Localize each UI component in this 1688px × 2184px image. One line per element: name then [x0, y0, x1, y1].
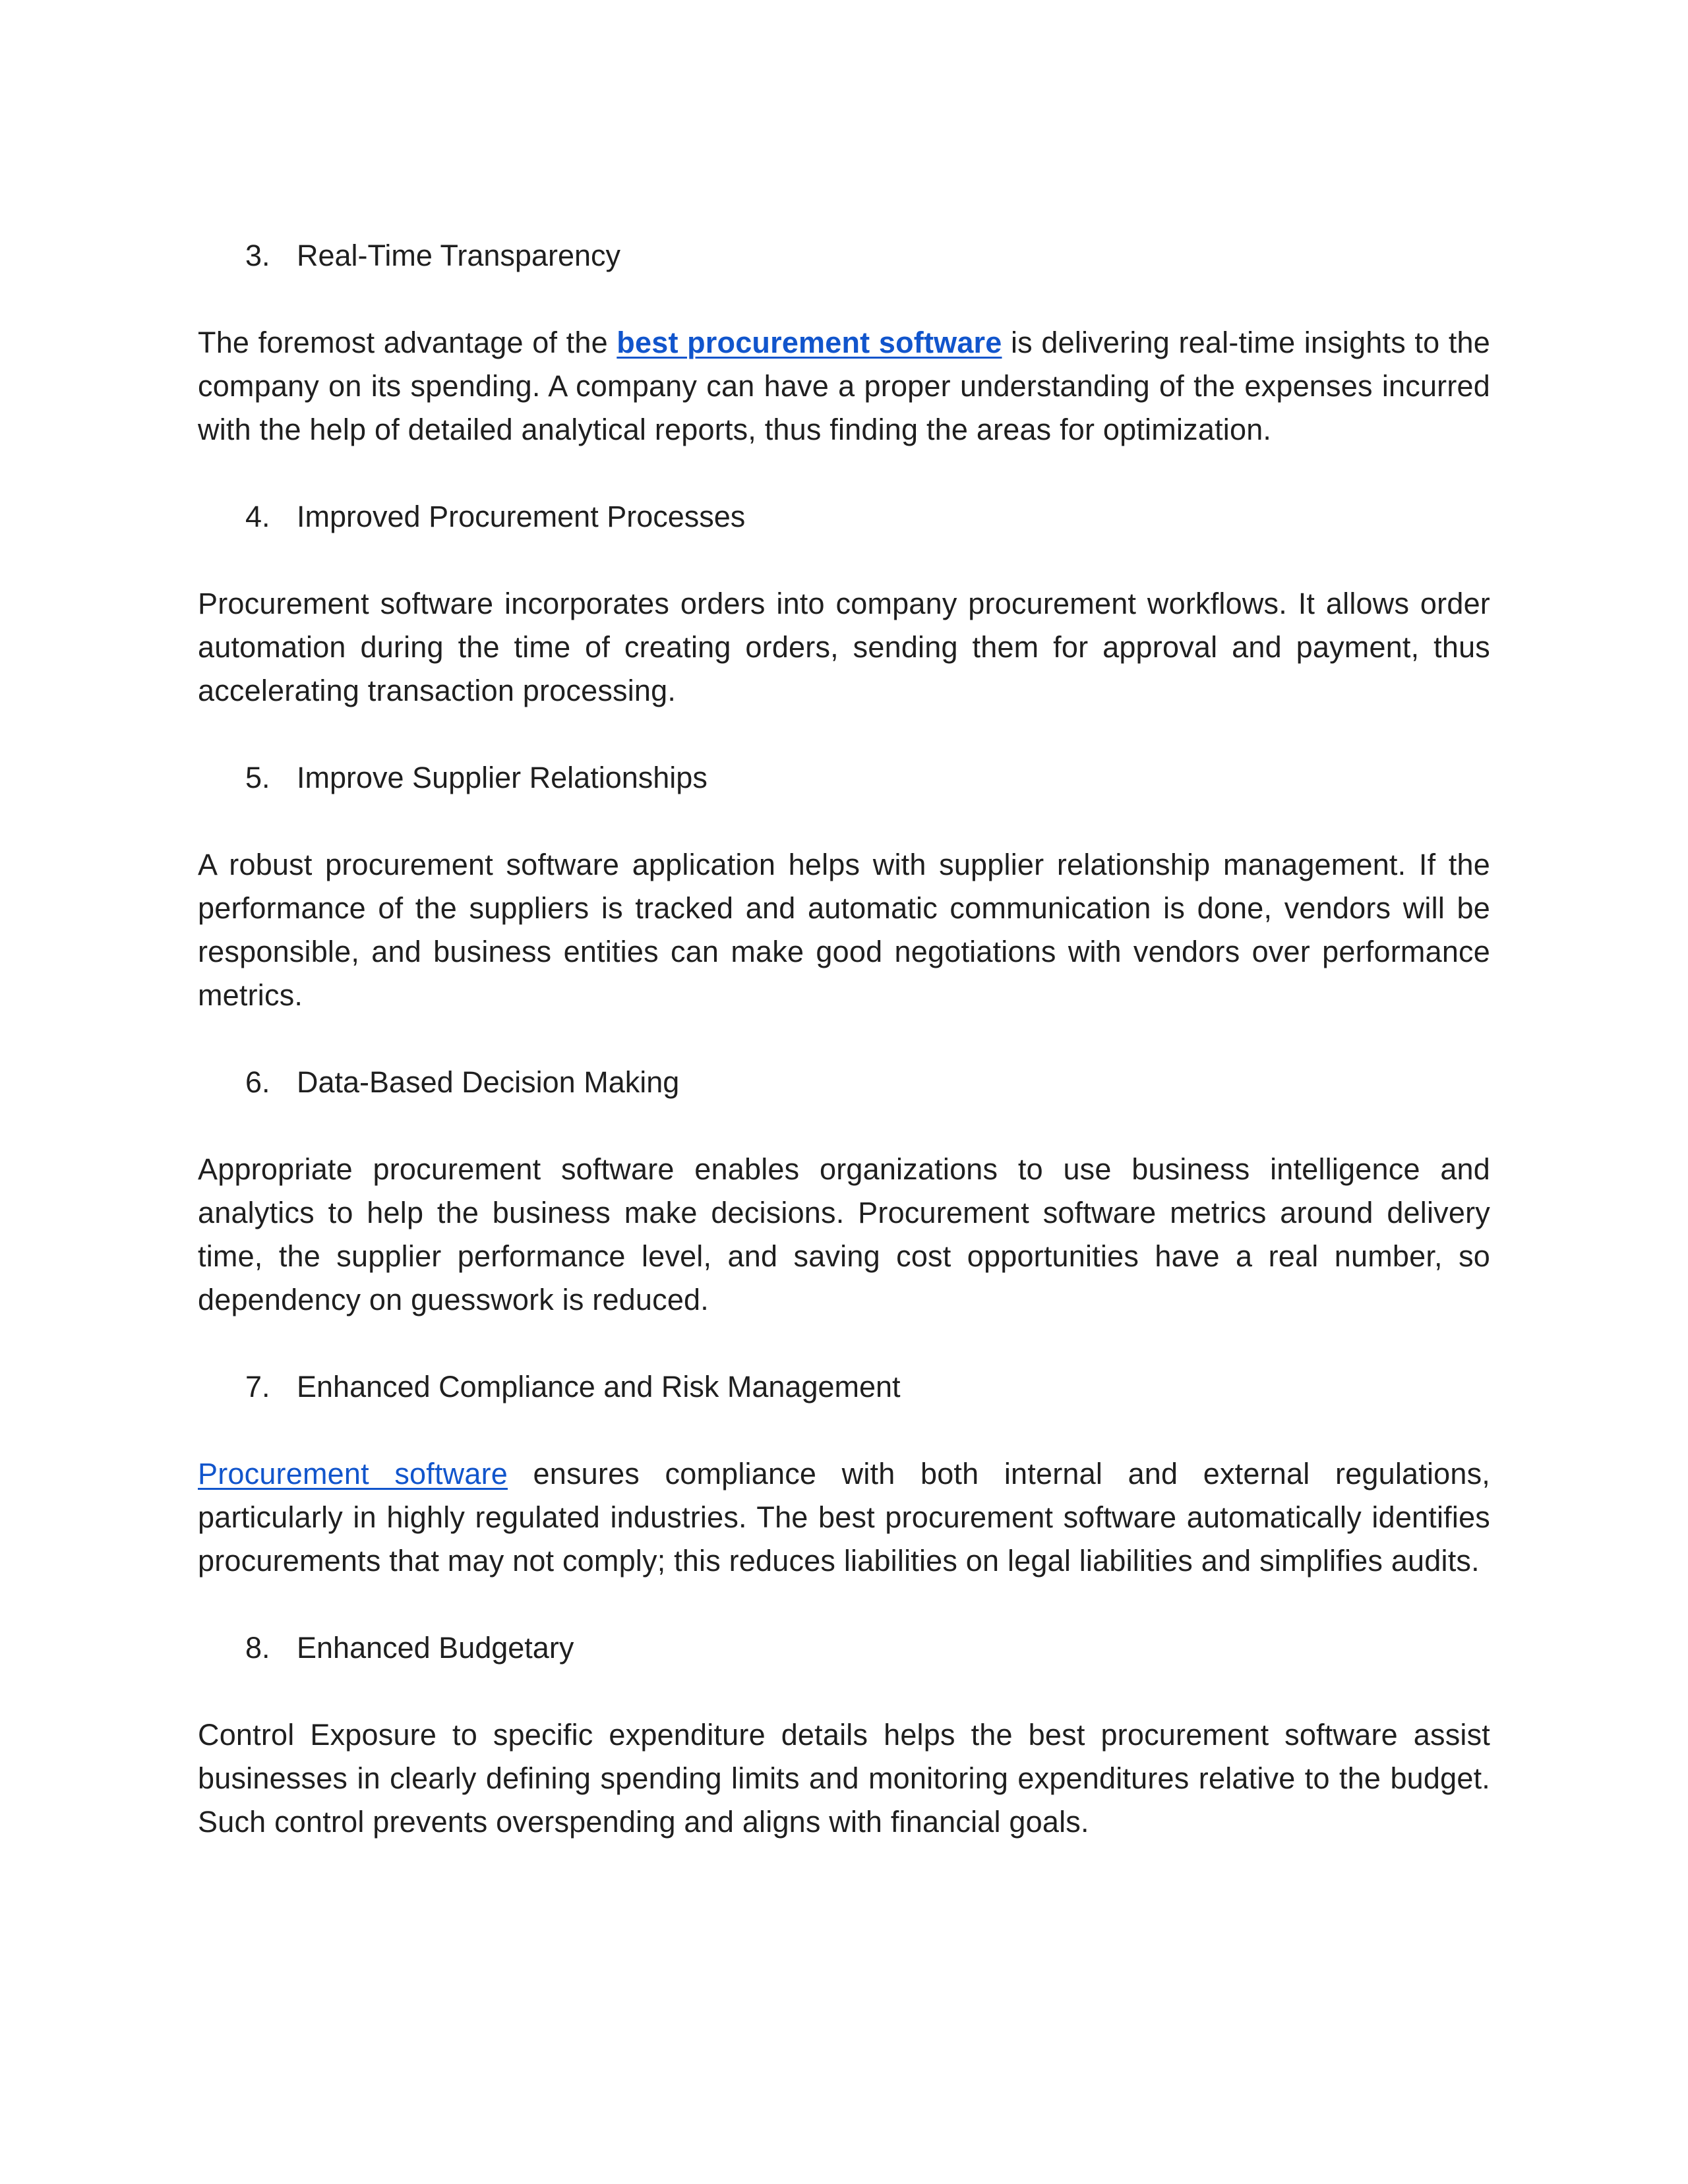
- document-page: [198, 234, 1490, 1887]
- section-real-time-transparency: [198, 234, 1490, 452]
- section-enhanced-budgetary: [198, 1626, 1490, 1844]
- section-title: Enhanced Budgetary: [297, 1631, 574, 1665]
- section-title: Improve Supplier Relationships: [297, 761, 708, 794]
- section-title: Improved Procurement Processes: [297, 500, 746, 533]
- section-heading: [198, 495, 1490, 539]
- paragraph-text: is delivering real-time insights to the company on its spending. A company can have a proper understanding of the expenses incurred with the help of detailed analytical reports, thus finding the areas for optimization.: [198, 326, 1491, 446]
- paragraph-text: ensures compliance with both internal and external regulations, particularly in highly regulated industries. The best procurement software automatically identifies procurements that may not comply; this reduces liabilities on legal liabilities and simplifies audits.: [198, 1457, 1491, 1578]
- list-number: 5.: [245, 761, 270, 794]
- section-title: Real-Time Transparency: [297, 239, 621, 272]
- section-improve-supplier-relationships: [198, 756, 1490, 1017]
- section-improved-procurement-processes: [198, 495, 1490, 713]
- section-heading: [198, 1061, 1490, 1104]
- section-paragraph: Control Exposure to specific expenditure details helps the best procurement software assist businesses in clearly defining spending limits and monitoring expenditures relative to the budget. Such control prevents overspending and aligns with financial goals.: [198, 1718, 1490, 1839]
- section-title: Data-Based Decision Making: [297, 1065, 680, 1099]
- list-number: 4.: [245, 500, 270, 533]
- section-paragraph: [198, 321, 1490, 452]
- list-number: 3.: [245, 239, 270, 272]
- section-paragraph: [198, 1452, 1490, 1583]
- section-heading: [198, 1626, 1490, 1670]
- section-title: Enhanced Compliance and Risk Management: [297, 1370, 901, 1403]
- section-paragraph: Procurement software incorporates orders into company procurement workflows. It allows order automation during the time of creating orders, sending them for approval and payment, thus accelerating transaction processing.: [198, 587, 1490, 707]
- paragraph-text: The foremost advantage of the: [198, 326, 617, 359]
- best-procurement-software-link[interactable]: best procurement software: [617, 326, 1002, 359]
- list-number: 6.: [245, 1065, 270, 1099]
- list-number: 7.: [245, 1370, 270, 1403]
- section-heading: [198, 756, 1490, 800]
- section-heading: [198, 1365, 1490, 1409]
- section-data-based-decision-making: [198, 1061, 1490, 1322]
- section-paragraph: Appropriate procurement software enables organizations to use business intelligence and analytics to help the business make decisions. Procurement software metrics around delivery time, the supplier performance level, and saving cost opportunities have a real number, so dependency on guesswork is reduced.: [198, 1152, 1490, 1316]
- section-enhanced-compliance: [198, 1365, 1490, 1583]
- list-number: 8.: [245, 1631, 270, 1665]
- section-heading: [198, 234, 1490, 278]
- section-paragraph: A robust procurement software application helps with supplier relationship management. If the performance of the suppliers is tracked and automatic communication is done, vendors will be responsible, and business entities can make good negotiations with vendors over performance metrics.: [198, 848, 1490, 1012]
- procurement-software-link[interactable]: Procurement software: [198, 1457, 508, 1490]
